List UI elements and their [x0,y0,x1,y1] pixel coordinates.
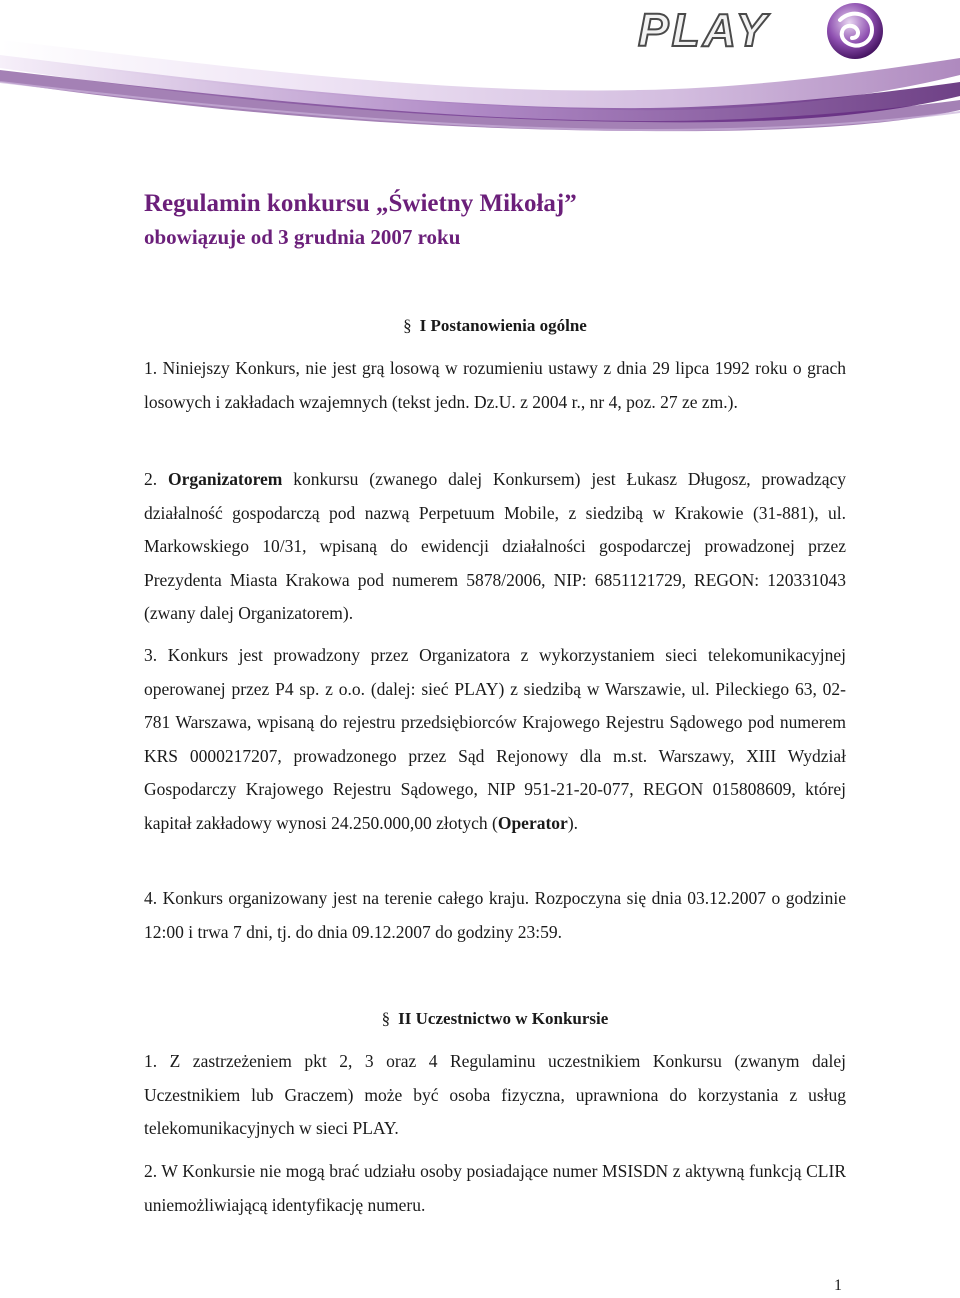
section-1-paragraph-4: 4. Konkurs organizowany jest na terenie całego kraju. Rozpoczyna się dnia 03.12.2007 o godzinie 12:00 i trwa 7 dni, tj. do dnia 09.12.2007 do godziny 23:59. [144,888,846,942]
section-2-heading-text: II Uczestnictwo w Konkursie [398,1009,609,1028]
document-subtitle: obowiązuje od 3 grudnia 2007 roku [144,225,461,249]
paragraph-number: 2. [144,469,168,489]
section-sign-icon: § [403,316,412,335]
section-2-paragraph-1: 1. Z zastrzeżeniem pkt 2, 3 oraz 4 Regulaminu uczestnikiem Konkursu (zwanym dalej Uczestnikiem lub Graczem) może być osoba fizyczna, uprawniona do korzystania z usług telekomunikacyjnych w sieci PLAY. [144,1051,846,1138]
section-1-paragraph-3 [144,639,846,840]
section-2-heading [144,1008,846,1030]
play-logo-text: PLAY [638,4,770,56]
section-1-heading-text: I Postanowienia ogólne [419,316,587,335]
section-1-heading [144,315,846,337]
section-2-paragraph-2: 2. W Konkursie nie mogą brać udziału osoby posiadające numer MSISDN z aktywną funkcją CLIR uniemożliwiającą identyfikację numeru. [144,1161,846,1215]
section-1-paragraph-1: 1. Niniejszy Konkurs, nie jest grą losową w rozumieniu ustawy z dnia 29 lipca 1992 roku o grach losowych i zakładach wzajemnych (tekst jedn. Dz.U. z 2004 r., nr 4, poz. 27 ze zm.). [144,358,846,412]
play-swirl-logo-icon [827,3,883,59]
operator-term: Operator [497,812,568,833]
paragraph-text: 3. Konkurs jest prowadzony przez Organizatora z wykorzystaniem sieci telekomunikacyjnej operowanej przez P4 sp. z o.o. (dalej: sieć PLAY) z siedzibą w Warszawie, ul. Pileckiego 63, 02-781 Warszawa, wpisaną do rejestru przedsiębiorców Krajowego Rejestru Sądowego pod numerem KRS 0000217207, prowadzonego przez Sąd Rejonowy dla m.st. Warszawy, XIII Wydział Gospodarczy Krajowego Rejestru Sądowego, NIP 951-21-20-077, REGON 015808609, której kapitał zakładowy wynosi 24.250.000,00 złotych ( [144,645,846,833]
document-title: Regulamin konkursu „Świetny Mikołaj” [144,190,577,217]
organizer-term: Organizatorem [168,469,283,489]
section-1-paragraph-2 [144,463,846,631]
page-number: 1 [834,1277,842,1294]
paragraph-text: konkursu (zwanego dalej Konkursem) jest Łukasz Długosz, prowadzący działalność gospodarczą pod nazwą Perpetuum Mobile, z siedzibą w Krakowie (31-881), ul. Markowskiego 10/31, wpisaną do ewidencji działalności gospodarczej prowadzonej przez Prezydenta Miasta Krakowa pod numerem 5878/2006, NIP: 6851121729, REGON: 120331043 (zwany dalej Organizatorem). [144,469,846,623]
paragraph-text-end: ). [567,812,579,833]
section-sign-icon: § [381,1009,391,1028]
